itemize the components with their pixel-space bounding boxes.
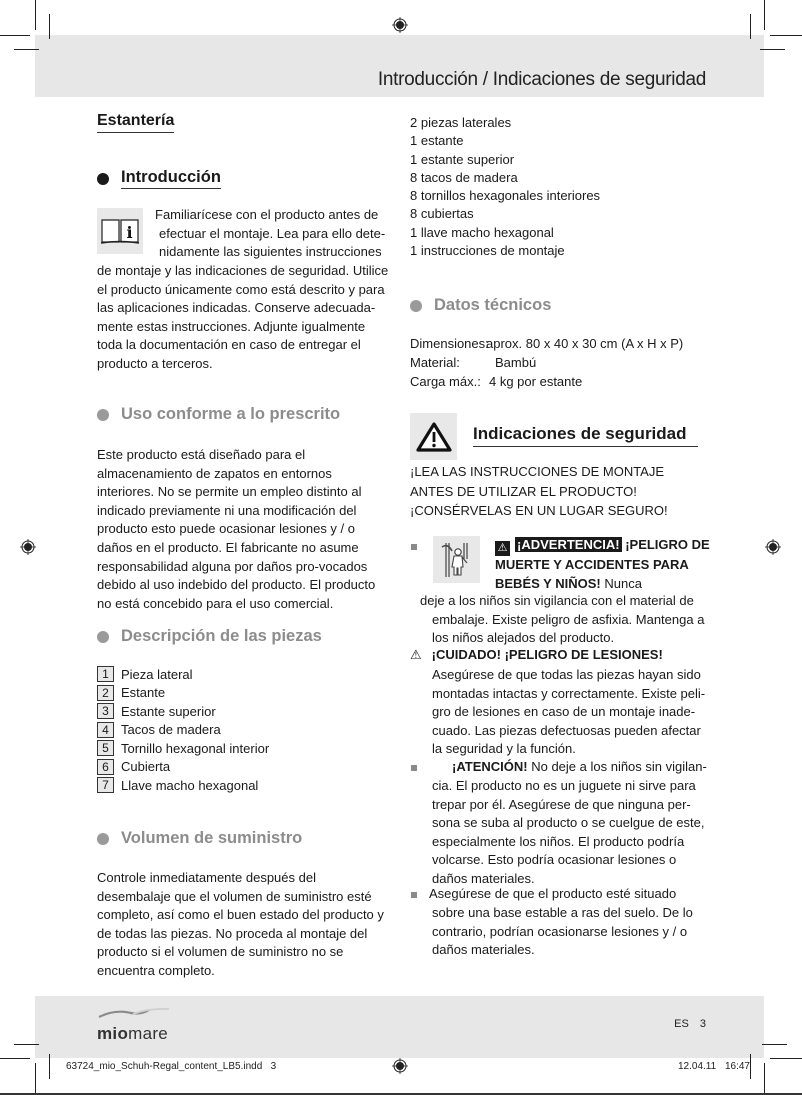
section-heading-supply: Volumen de suministro: [97, 829, 302, 848]
crop-mark: [49, 1054, 50, 1079]
list-item: 1 estante superior: [410, 151, 515, 167]
print-timestamp: 12.04.11 16:47: [678, 1061, 750, 1072]
tech-data: [410, 334, 683, 391]
list-item: 1 estante: [410, 133, 464, 149]
intended-use-text: Este producto está diseñado para el almacenamiento de zapatos en entornos interiores. No se permite un empleo distinto al indicado previamente ni una modificación del producto esto puede ocasionar lesiones y / o daños en el producto. El fabricante no asume responsabilidad alguna por daños pro-vocados debido al uso indebido del producto. El producto no está concebido para el uso comercial.: [97, 447, 376, 611]
language-page-indicator: ES 3: [674, 1018, 706, 1030]
list-item: 7 Llave macho hexagonal: [97, 776, 269, 795]
list-item: 2 Estante: [97, 684, 269, 703]
bullet-dot-icon: [97, 173, 109, 185]
info-book-icon: [97, 208, 143, 254]
tech-row: Carga máx.: 4 kg por estante: [410, 374, 583, 389]
section-heading-safety: Indicaciones de seguridad: [473, 424, 698, 447]
intro-text-indented: Familiarícese con el producto antes de efectuar el montaje. Lea para ello dete- nidamente las siguientes instrucciones: [155, 207, 386, 260]
intro-text: de montaje y las indicaciones de seguridad. Utilice el producto únicamente como está descrito y para las aplicaciones indicadas. Conserve adecuada-mente estas instrucciones. Adjunte igualmente toda la documentación en caso de entregar el producto a terceros.: [97, 263, 389, 371]
registration-mark-icon: [392, 1058, 408, 1074]
list-item: 8 tornillos hexagonales interiores: [410, 188, 601, 204]
stable-first-line: Asegúrese de que el producto esté situado: [429, 886, 677, 901]
square-bullet-icon: [411, 544, 417, 550]
svg-text:i: i: [126, 223, 133, 242]
bullet-dot-icon: [410, 300, 422, 312]
page-number: 3: [699, 1018, 706, 1030]
attention-text: cia. El producto no es un juguete ni sirve para trepar por él. Asegúrese de que ninguna per-sona se suba al producto o se cuelgue de este, especialmente los niños. El producto podría volcarse. Esto podría ocasionar lesiones o daños materiales.: [432, 778, 705, 886]
section-heading-intended-use: Uso conforme a lo prescrito: [97, 405, 340, 424]
list-item: 1 Pieza lateral: [97, 665, 269, 684]
crop-mark: [770, 1058, 802, 1059]
crop-mark: [35, 1063, 36, 1095]
list-item: 8 tacos de madera: [410, 169, 518, 185]
square-bullet-icon: [411, 892, 417, 898]
safety-intro-caps: ¡LEA LAS INSTRUCCIONES DE MONTAJE ANTES DE UTILIZAR EL PRODUCTO! ¡CONSÉRVELAS EN UN LUGAR SEGURO!: [410, 464, 668, 518]
crop-mark: [750, 1054, 751, 1079]
registration-mark-icon: [20, 539, 36, 555]
warning-triangle-icon: [410, 413, 457, 460]
child-hazard-icon: [433, 536, 480, 583]
crop-mark: [770, 35, 802, 36]
crop-mark: [35, 0, 36, 30]
crop-mark: [764, 1063, 765, 1095]
bullet-dot-icon: [97, 631, 109, 643]
warning-children-text: deje a los niños sin vigilancia con el material de embalaje. Existe peligro de asfixia. Mantenga a los niños alejados del producto.: [420, 593, 705, 646]
warning-children-block: ⚠ ¡ADVERTENCIA! ¡PELIGRO DE MUERTE Y ACCIDENTES PARA BEBÉS Y NIÑOS! Nunca: [495, 537, 710, 591]
tech-row: Material: Bambú: [410, 355, 537, 370]
tech-row: Dimensiones: aprox. 80 x 40 x 30 cm (A x H x P): [410, 336, 684, 351]
bullet-dot-icon: [97, 409, 109, 421]
brand-logo: miomare: [97, 1006, 177, 1044]
square-bullet-icon: [411, 765, 417, 771]
file-info: 63724_mio_Schuh-Regal_content_LB5.indd 3: [66, 1061, 277, 1072]
list-item: 5 Tornillo hexagonal interior: [97, 739, 269, 758]
advertencia-badge: ¡ADVERTENCIA!: [517, 537, 620, 552]
section-heading-tech: Datos técnicos: [410, 296, 551, 315]
stable-text: sobre una base estable a ras del suelo. De lo contrario, podrían ocasionarse lesiones y / o daños materiales.: [432, 905, 693, 958]
list-item: 4 Tacos de madera: [97, 721, 269, 740]
logo-swoosh-icon: [97, 1007, 177, 1019]
list-item: 1 llave macho hexagonal: [410, 224, 554, 240]
document-title: Estantería: [97, 112, 174, 133]
crop-mark: [760, 49, 785, 50]
supply-list: [410, 114, 600, 260]
section-heading-parts: Descripción de las piezas: [97, 627, 322, 646]
list-item: 2 piezas laterales: [410, 115, 512, 130]
caution-heading: ⚠ ¡CUIDADO! ¡PELIGRO DE LESIONES!: [410, 647, 663, 662]
crop-mark: [764, 0, 765, 30]
crop-mark: [750, 14, 751, 39]
list-item: 6 Cubierta: [97, 758, 269, 777]
attention-first-line: ¡ATENCIÓN! No deje a los niños sin vigilan-: [452, 759, 707, 774]
registration-mark-icon: [392, 17, 408, 33]
caution-text: Asegúrese de que todas las piezas hayan sido montadas intactas y correctamente. Existe peli-gro de lesiones en caso de un montaje inade-cuado. Las piezas defectuosas pueden afectar la seguridad y la función.: [432, 667, 706, 757]
running-header: Introducción / Indicaciones de seguridad: [377, 69, 706, 90]
crop-mark: [762, 1044, 787, 1045]
registration-mark-icon: [765, 539, 781, 555]
list-item: 8 cubiertas: [410, 206, 474, 222]
warning-triangle-icon: ⚠: [495, 541, 510, 556]
section-heading-intro: Introducción: [97, 168, 221, 189]
crop-mark: [0, 1058, 30, 1059]
list-item: 3 Estante superior: [97, 702, 269, 721]
bullet-dot-icon: [97, 833, 109, 845]
crop-mark: [0, 35, 30, 36]
crop-mark: [49, 14, 50, 39]
list-item: 1 instrucciones de montaje: [410, 243, 565, 259]
crop-mark: [14, 1044, 39, 1045]
supply-text: Controle inmediatamente después del desembalaje que el volumen de suministro esté completo, así como el buen estado del producto y de todas las piezas. No proceda al montaje del producto si el volumen de suministro no se encuentra completo.: [97, 870, 384, 978]
crop-mark: [14, 49, 39, 50]
parts-list: [97, 665, 269, 795]
warning-triangle-outline-icon: ⚠: [410, 647, 422, 662]
